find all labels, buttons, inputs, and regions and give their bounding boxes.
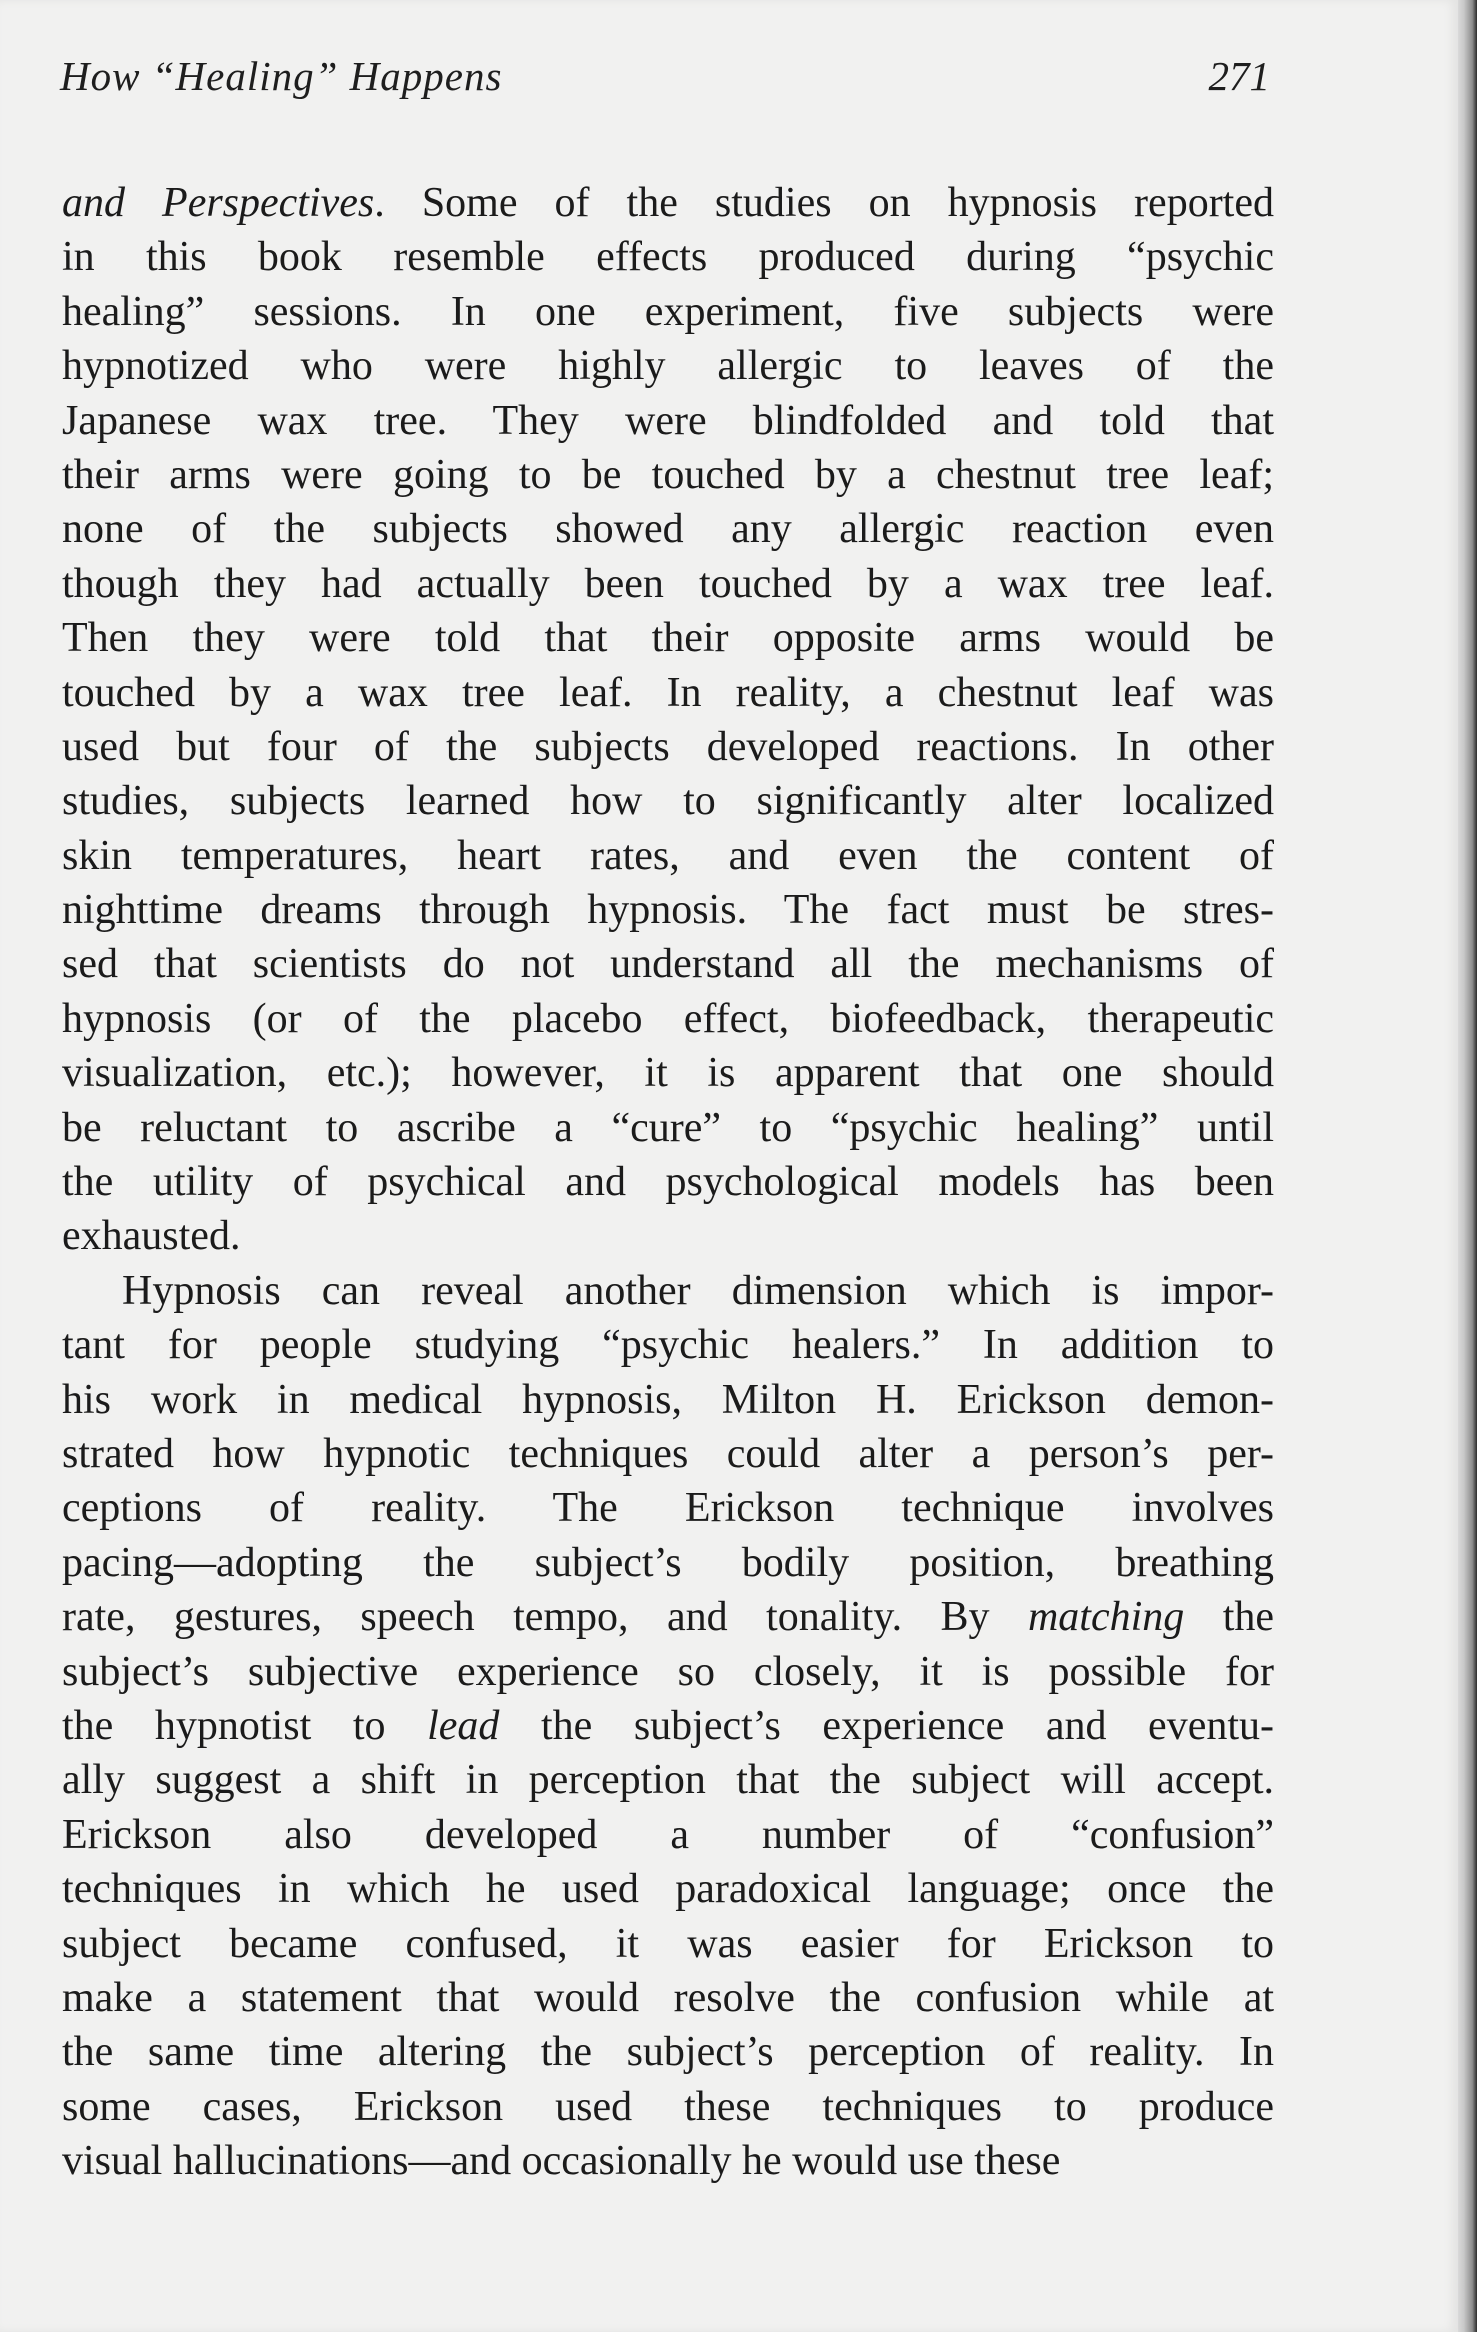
text-segment: subject became confused, it was easier for Erickson to [62, 1920, 1274, 1967]
text-line [62, 883, 1274, 937]
text-segment: visualization, etc.); however, it is apparent that one should [62, 1050, 1274, 1097]
text-line [62, 2134, 1274, 2188]
text-segment: visual hallucinations—and occasionally he would use these [62, 2138, 1061, 2185]
text-line [62, 1264, 1274, 1318]
text-line [62, 1101, 1274, 1155]
italic-text: matching [1027, 1594, 1185, 1641]
text-line [62, 829, 1274, 883]
text-line [62, 666, 1274, 720]
text-segment: techniques in which he used paradoxical language; once the [62, 1866, 1274, 1913]
text-segment: the hypnotist to [62, 1702, 428, 1749]
page-header [60, 52, 1270, 112]
text-segment: rate, gestures, speech tempo, and tonality. By [62, 1594, 1028, 1641]
page-edge [1458, 0, 1477, 2332]
text-segment: Hypnosis can reveal another dimension which is impor- [122, 1267, 1274, 1314]
body-text [62, 176, 1274, 2188]
text-segment: though they had actually been touched by a wax tree leaf. [62, 560, 1274, 607]
text-segment: healing” sessions. In one experiment, five subjects were [62, 288, 1274, 335]
running-title: How “Healing” Happens [60, 53, 503, 99]
text-segment: tant for people studying “psychic healers.” In addition to [62, 1322, 1274, 1369]
text-segment: pacing—adopting the subject’s bodily position, breathing [62, 1539, 1274, 1586]
text-line [62, 937, 1274, 991]
text-segment: skin temperatures, heart rates, and even the content of [62, 832, 1274, 879]
text-segment: their arms were going to be touched by a chestnut tree leaf; [62, 451, 1274, 498]
text-line [62, 774, 1274, 828]
text-segment: hypnosis (or of the placebo effect, biofeedback, therapeutic [62, 995, 1274, 1042]
text-line [62, 992, 1274, 1046]
text-line [62, 394, 1274, 448]
text-line [62, 1481, 1274, 1535]
text-line [62, 1699, 1274, 1753]
text-segment: in this book resemble effects produced during “psychic [62, 234, 1274, 281]
text-line [62, 1645, 1274, 1699]
text-segment: sed that scientists do not understand all the mechanisms of [62, 941, 1274, 988]
text-segment: his work in medical hypnosis, Milton H. Erickson demon- [62, 1376, 1274, 1423]
text-line [62, 1318, 1274, 1372]
text-line [62, 1862, 1274, 1916]
text-line [62, 230, 1274, 284]
text-segment: subject’s subjective experience so closely, it is possible for [62, 1648, 1274, 1695]
text-line [62, 1753, 1274, 1807]
text-segment: be reluctant to ascribe a “cure” to “psychic healing” until [62, 1104, 1274, 1151]
text-line [62, 1917, 1274, 1971]
text-line [62, 2025, 1274, 2079]
italic-text: and Perspectives [62, 180, 375, 226]
text-line [62, 1971, 1274, 2025]
text-line [62, 1046, 1274, 1100]
text-segment: none of the subjects showed any allergic reaction even [62, 506, 1274, 553]
text-line [62, 720, 1274, 774]
text-line [62, 1209, 1274, 1263]
text-segment: nighttime dreams through hypnosis. The fact must be stres- [62, 887, 1274, 934]
text-segment: the subject’s experience and eventu- [499, 1702, 1274, 1749]
text-line [62, 557, 1274, 611]
text-line [62, 339, 1274, 393]
text-segment: Japanese wax tree. They were blindfolded and told that [62, 397, 1274, 444]
text-line [62, 176, 1274, 230]
text-line [62, 1590, 1274, 1644]
text-segment: the same time altering the subject’s perception of reality. In [62, 2029, 1274, 2076]
text-line [62, 502, 1274, 556]
text-segment: touched by a wax tree leaf. In reality, a chestnut leaf was [62, 669, 1274, 716]
text-segment: the [1184, 1594, 1275, 1641]
page-number: 271 [1208, 53, 1270, 99]
text-segment: exhausted. [62, 1213, 241, 1260]
text-line [62, 448, 1274, 502]
text-segment: ceptions of reality. The Erickson technique involves [62, 1485, 1274, 1532]
italic-text: lead [427, 1702, 500, 1749]
text-line [62, 285, 1274, 339]
text-line [62, 1373, 1274, 1427]
text-segment: the utility of psychical and psychological models has been [62, 1159, 1274, 1206]
text-line [62, 1155, 1274, 1209]
text-segment: used but four of the subjects developed reactions. In other [62, 723, 1274, 770]
text-segment: studies, subjects learned how to significantly alter localized [62, 778, 1274, 825]
text-line [62, 1427, 1274, 1481]
text-segment: ally suggest a shift in perception that the subject will accept. [62, 1757, 1274, 1804]
text-segment: strated how hypnotic techniques could alter a person’s per- [62, 1430, 1274, 1477]
text-line [62, 2080, 1274, 2134]
text-segment: Then they were told that their opposite arms would be [62, 615, 1274, 662]
text-segment: make a statement that would resolve the confusion while at [62, 1974, 1274, 2021]
text-line [62, 1808, 1274, 1862]
text-line [62, 1536, 1274, 1590]
text-segment: some cases, Erickson used these techniques to produce [62, 2083, 1274, 2130]
text-segment: . Some of the studies on hypnosis reported [374, 180, 1274, 226]
text-segment: hypnotized who were highly allergic to leaves of the [62, 343, 1274, 390]
text-line [62, 611, 1274, 665]
text-segment: Erickson also developed a number of “confusion” [62, 1811, 1274, 1858]
